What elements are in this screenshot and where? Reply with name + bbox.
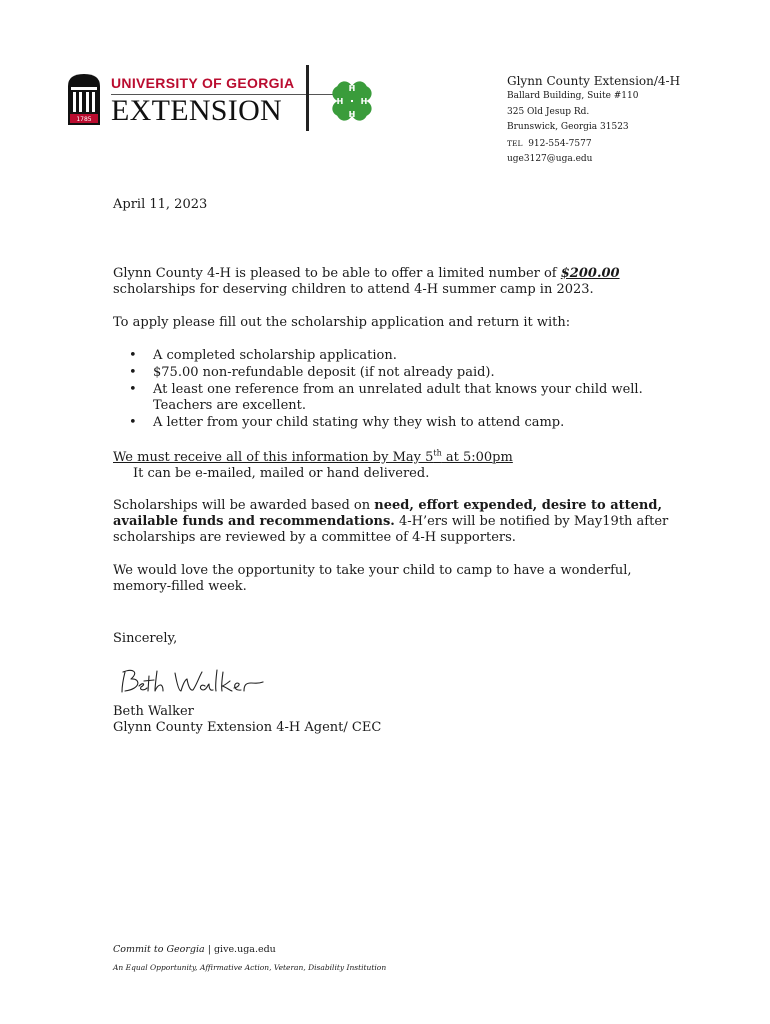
office-name: Glynn County Extension/4-H — [507, 74, 681, 88]
seal-year: 1785 — [76, 116, 92, 123]
address-street: 325 Old Jesup Rd. — [507, 106, 590, 117]
4h-clover-icon — [325, 74, 379, 128]
uga-arch-icon — [67, 72, 101, 126]
logo-divider — [306, 65, 309, 131]
signer-title: Glynn County Extension 4-H Agent/ CEC — [113, 720, 382, 735]
footer-equal-opportunity: An Equal Opportunity, Affirmative Action, Veteran, Disability Institution — [113, 963, 387, 972]
university-name: UNIVERSITY OF GEORGIA — [111, 75, 295, 91]
extension-wordmark: EXTENSION — [111, 94, 283, 127]
address-phone — [507, 136, 737, 153]
list-item: • A completed scholarship application. — [113, 348, 693, 364]
paragraph-intro: Glynn County 4-H is pleased to be able to offer a limited number of $200.00 scholarships for deserving children to attend 4-H summer camp in 2023. — [113, 266, 620, 297]
paragraph-criteria: Scholarships will be awarded based on need, effort expended, desire to attend, available funds and recommendations. 4-H’ers will be notified by May19th after scholarships are reviewed by a committee of 4-H supporters. — [113, 498, 669, 545]
list-item: • A letter from your child stating why they wish to attend camp. — [113, 415, 693, 431]
list-item: • At least one reference from an unrelated adult that knows your child well. Teachers are excellent. — [113, 382, 693, 414]
phone-label: TEL — [507, 138, 523, 148]
phone-number: 912-554-7577 — [528, 138, 592, 149]
signer-name: Beth Walker — [113, 704, 194, 719]
address-building: Ballard Building, Suite #110 — [507, 91, 639, 101]
requirements-list — [113, 348, 693, 432]
handwritten-signature — [113, 662, 273, 700]
uga-extension-logo — [67, 70, 387, 130]
scholarship-amount: $200.00 — [560, 266, 620, 281]
address-city: Brunswick, Georgia 31523 — [507, 122, 629, 132]
svg-text:H: H — [348, 84, 356, 93]
signer-block — [113, 704, 381, 736]
svg-text:H: H — [336, 97, 344, 106]
criteria-bold: need, effort expended, desire to attend, available funds and recommendations. — [113, 498, 662, 529]
footer-link[interactable]: give.uga.edu — [213, 944, 276, 955]
footer-commit: Commit to Georgia | give.uga.edu — [113, 944, 276, 955]
delivery-note: It can be e-mailed, mailed or hand delivered. — [133, 466, 430, 481]
address-block — [507, 73, 737, 168]
paragraph-closing: We would love the opportunity to take your child to camp to have a wonderful, memory-filled week. — [113, 563, 632, 594]
list-item: • $75.00 non-refundable deposit (if not already paid). — [113, 365, 693, 381]
svg-text:H: H — [360, 97, 368, 106]
closing-salutation: Sincerely, — [113, 631, 178, 646]
address-email[interactable]: uge3127@uga.edu — [507, 154, 593, 164]
svg-text:H: H — [348, 110, 356, 119]
paragraph-apply: To apply please fill out the scholarship application and return it with: — [113, 315, 571, 330]
letter-date: April 11, 2023 — [113, 197, 208, 212]
deadline-line: We must receive all of this information by May 5th at 5:00pm — [113, 448, 513, 465]
footer-commit-text: Commit to Georgia — [113, 944, 205, 955]
